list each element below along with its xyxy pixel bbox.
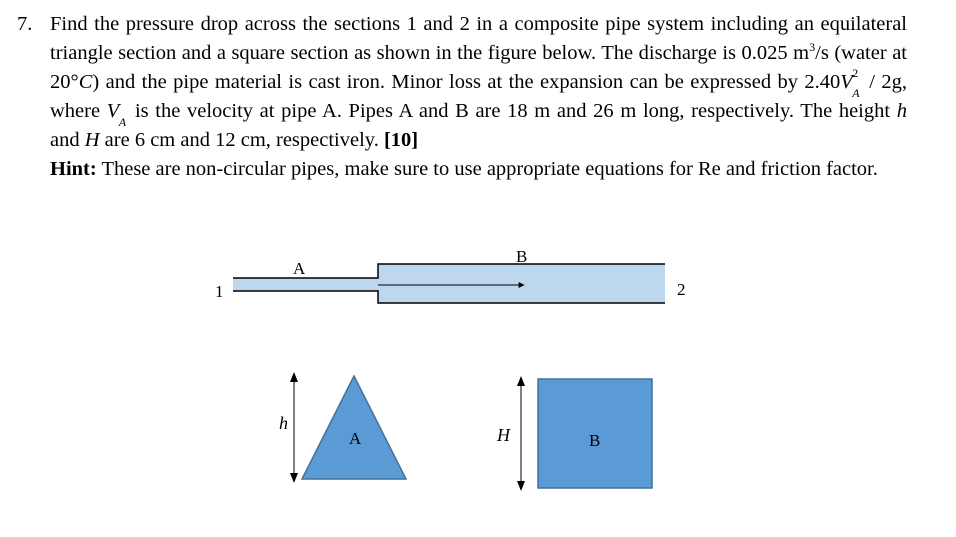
pipe-a-body — [233, 278, 378, 291]
problem-text-7: are 6 cm and 12 cm, respectively. — [99, 129, 384, 151]
problem-text-4: , where — [50, 71, 907, 122]
outlet-label: 2 — [677, 280, 686, 299]
triangle-shape — [302, 376, 406, 479]
square-label: B — [589, 431, 601, 450]
inlet-label: 1 — [215, 282, 224, 301]
H-symbol: H — [84, 129, 100, 151]
cubic-exponent: 3 — [809, 40, 816, 54]
problem-number: 7. — [17, 13, 33, 35]
problem-text-3: ) and the pipe material is cast iron. Minor loss at the expansion can be expressed by — [92, 71, 805, 93]
hint-label: Hint: — [50, 158, 97, 180]
problem-text-2: /s (water at — [815, 42, 907, 64]
height-arrow-top — [290, 372, 298, 382]
hint-text: These are non-circular pipes, make sure to use appropriate equations for Re and friction factor. — [96, 158, 878, 180]
velocity-subscript: A — [852, 86, 860, 100]
pipe-a-label: A — [293, 259, 306, 278]
temperature-unit: C — [78, 71, 93, 93]
velocity-symbol: V — [840, 71, 853, 93]
problem-text-1: Find the pressure drop across the sections 1 and 2 in a composite pipe system including an equilateral triangle section and a square section as shown in the figure below. The discharge is 0.025 m — [50, 13, 907, 64]
composite-pipe — [215, 247, 686, 303]
triangle-section — [279, 372, 406, 483]
velocity-symbol-2: V — [106, 100, 120, 122]
velocity-subscript-2: A — [118, 115, 127, 129]
temperature-value: 20° — [50, 71, 79, 93]
square-section — [496, 376, 652, 491]
side-dimension-label: H — [497, 425, 510, 445]
height-dimension-label: h — [279, 413, 288, 433]
pipe-b-body — [378, 264, 665, 303]
side-arrow-top — [517, 376, 525, 386]
problem-text-5: is the velocity at pipe A. Pipes A and B are 18 m and 26 m long, respectively. The height — [128, 100, 897, 122]
problem-text-6: and — [50, 129, 85, 151]
h-symbol: h — [896, 100, 907, 122]
side-arrow-bottom — [517, 481, 525, 491]
points-value: [10] — [383, 129, 419, 151]
velocity-exponent: 2 — [852, 66, 859, 80]
pipe-b-label: B — [516, 247, 528, 266]
height-arrow-bottom — [290, 473, 298, 483]
triangle-label: A — [349, 429, 362, 448]
loss-denominator: / 2g — [862, 71, 902, 93]
loss-coefficient: 2.40 — [804, 71, 841, 93]
